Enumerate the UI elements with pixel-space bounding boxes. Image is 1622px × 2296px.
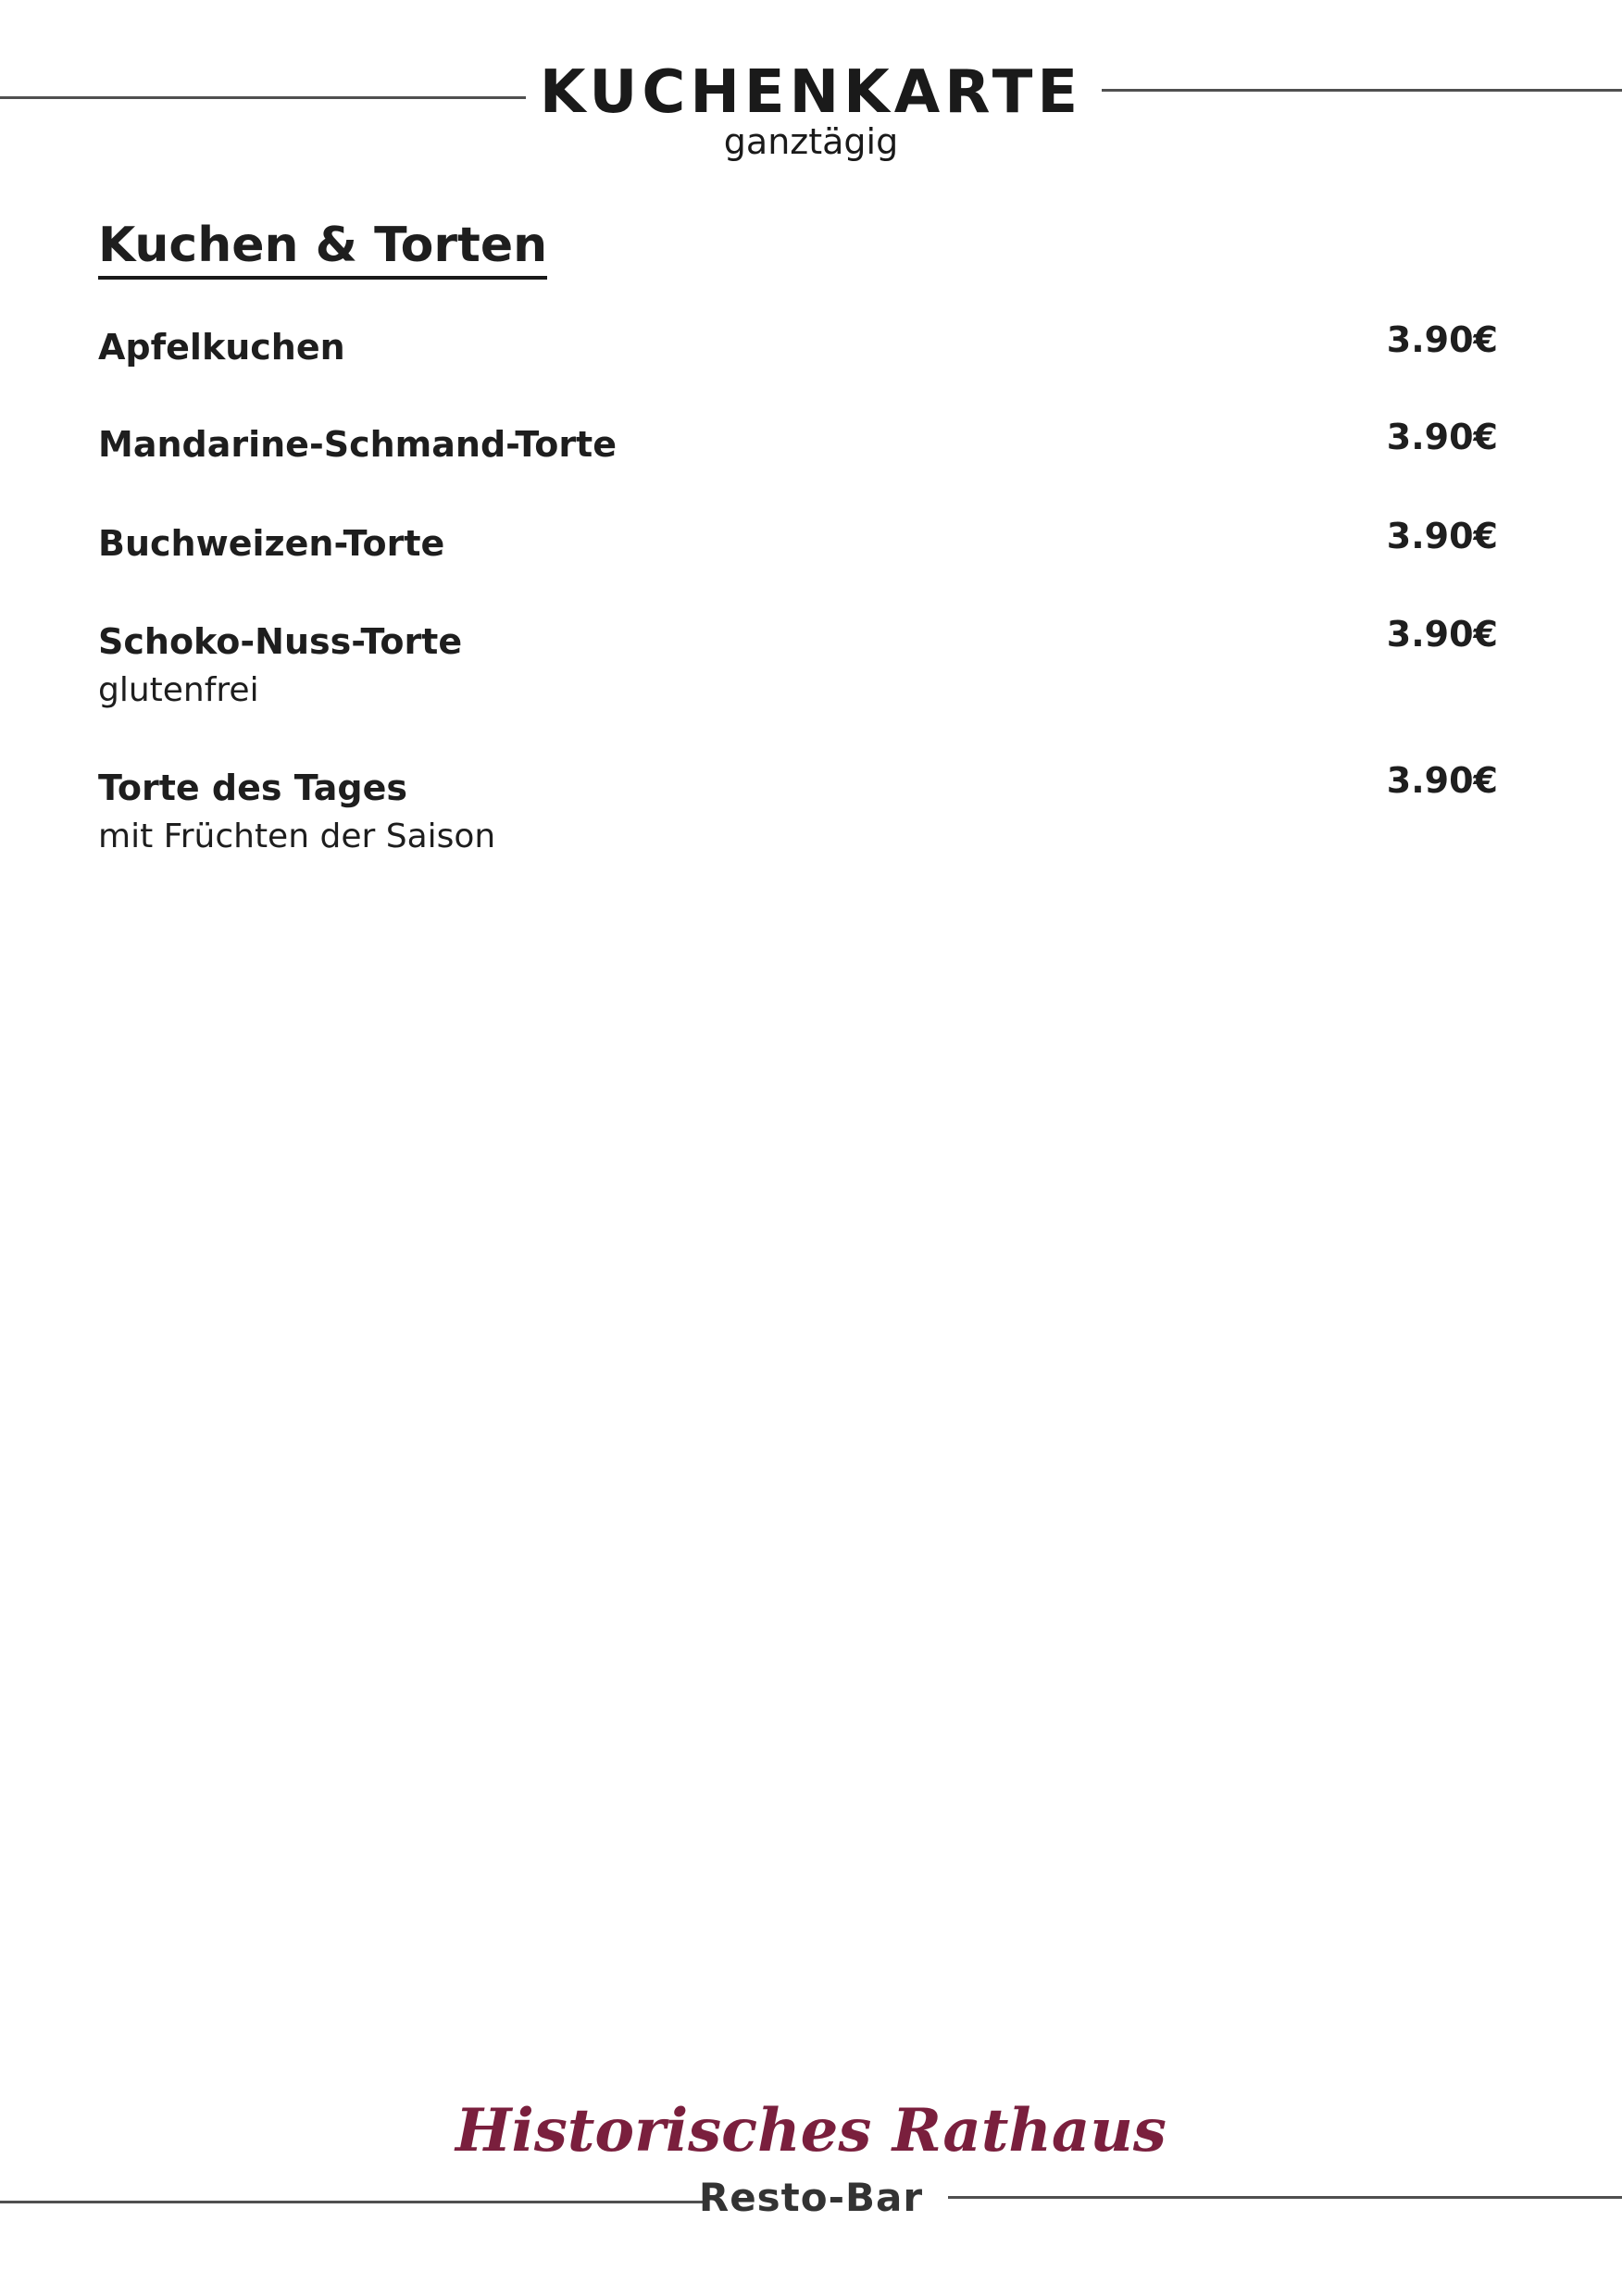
- section-title: Kuchen & Torten: [98, 215, 547, 280]
- menu-item: [98, 760, 1505, 860]
- menu-item-name: Apfelkuchen: [98, 327, 345, 368]
- menu-item: [98, 614, 1505, 714]
- menu-item-price: 3.90€: [1386, 516, 1498, 556]
- menu-item-name: Torte des Tages: [98, 767, 407, 808]
- menu-item-price: 3.90€: [1386, 417, 1498, 457]
- menu-item-price: 3.90€: [1386, 760, 1498, 801]
- page-title: KUCHENKARTE: [539, 58, 1083, 127]
- menu-item-name: Buchweizen-Torte: [98, 523, 445, 564]
- brand-logo-text: Historisches Rathaus: [455, 2096, 1167, 2165]
- menu-item-description: glutenfrei: [98, 671, 259, 709]
- menu-item: [98, 516, 1505, 567]
- brand-subtitle: Resto-Bar: [698, 2175, 924, 2220]
- menu-item-name: Mandarine-Schmand-Torte: [98, 424, 617, 465]
- menu-item: [98, 417, 1505, 468]
- menu-item-name: Schoko-Nuss-Torte: [98, 621, 463, 662]
- menu-item-description: mit Früchten der Saison: [98, 817, 496, 855]
- menu-item-price: 3.90€: [1386, 614, 1498, 655]
- page-subtitle: ganztägig: [723, 121, 899, 162]
- menu-item-price: 3.90€: [1386, 319, 1498, 360]
- menu-item: [98, 319, 1505, 370]
